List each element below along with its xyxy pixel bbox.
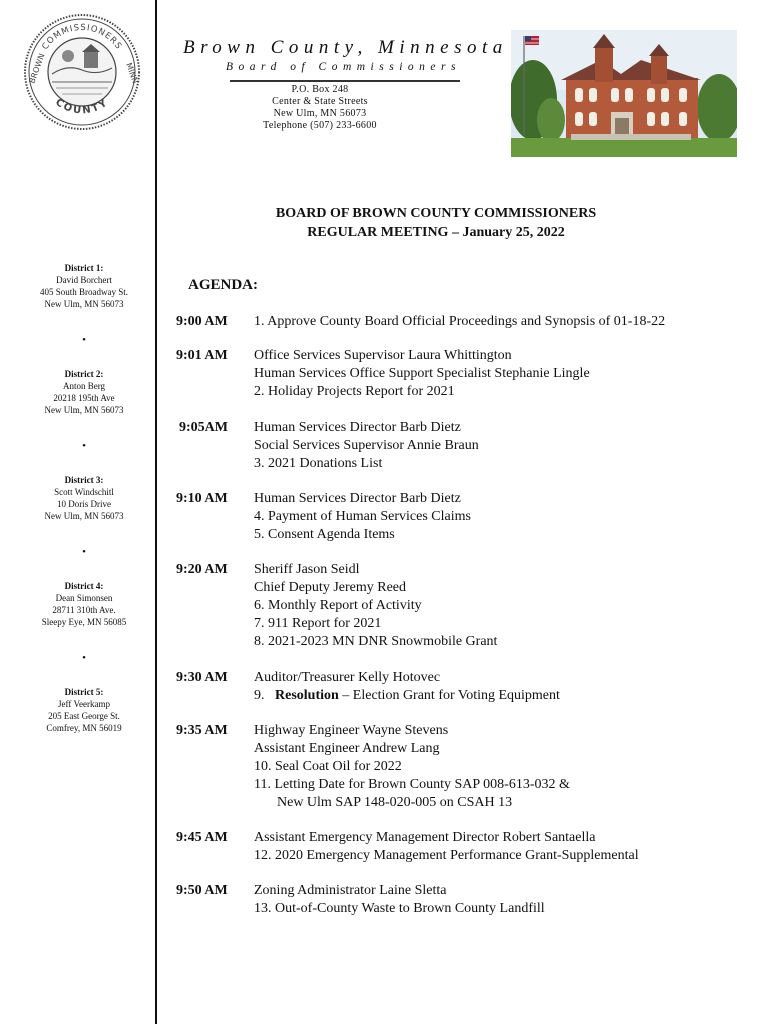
- address-line: Telephone (507) 233-6600: [263, 120, 377, 131]
- agenda-line: Highway Engineer Wayne Stevens: [254, 723, 449, 738]
- left-margin-rule: [155, 0, 157, 1024]
- agenda-heading: AGENDA:: [188, 277, 258, 293]
- district-title: District 2:: [64, 369, 104, 379]
- board-subtitle: Board of Commissioners: [226, 61, 461, 73]
- agenda-time: 9:00 AM: [176, 314, 228, 329]
- resolution-text: – Election Grant for Voting Equipment: [338, 688, 560, 703]
- meeting-title-line2: REGULAR MEETING – January 25, 2022: [307, 225, 565, 240]
- agenda-line: 10. Seal Coat Oil for 2022: [254, 759, 402, 774]
- address-line: P.O. Box 248: [291, 84, 349, 95]
- district-entry: [30, 474, 138, 580]
- agenda-line: 8. 2021-2023 MN DNR Snowmobile Grant: [254, 634, 498, 649]
- district-entry: [30, 686, 138, 792]
- district-title: District 1:: [64, 263, 104, 273]
- district-title: District 3:: [64, 475, 104, 485]
- agenda-line: Chief Deputy Jeremy Reed: [254, 580, 407, 595]
- agenda-line: 2. Holiday Projects Report for 2021: [254, 384, 455, 399]
- commissioner-street: 205 East George St.: [48, 711, 120, 721]
- commissioner-name: David Borchert: [56, 275, 112, 285]
- agenda-line: Social Services Supervisor Annie Braun: [254, 438, 479, 453]
- agenda-time: 9:30 AM: [176, 670, 228, 685]
- agenda-line: Zoning Administrator Laine Sletta: [254, 883, 447, 898]
- bullet-separator: •: [82, 652, 86, 664]
- commissioner-name: Jeff Veerkamp: [58, 699, 110, 709]
- agenda-line: Sheriff Jason Seidl: [254, 562, 360, 577]
- resolution-label: Resolution: [275, 688, 339, 703]
- header-divider: [230, 80, 460, 82]
- agenda-line: Human Services Director Barb Dietz: [254, 491, 461, 506]
- district-entry: [30, 368, 138, 474]
- agenda-line: 4. Payment of Human Services Claims: [254, 509, 471, 524]
- districts-sidebar: [30, 262, 138, 792]
- address-line: Center & State Streets: [272, 96, 368, 107]
- bullet-separator: •: [82, 440, 86, 452]
- agenda-line: 13. Out-of-County Waste to Brown County Landfill: [254, 901, 545, 916]
- agenda-line: 1. Approve County Board Official Proceedings and Synopsis of 01-18-22: [254, 314, 666, 329]
- commissioner-name: Dean Simonsen: [55, 593, 113, 603]
- agenda-line: 5. Consent Agenda Items: [254, 527, 395, 542]
- agenda-time: 9:20 AM: [176, 562, 228, 577]
- agenda-time: 9:01 AM: [176, 348, 228, 363]
- agenda-line: 11. Letting Date for Brown County SAP 008-613-032 &: [254, 777, 570, 792]
- agenda-time: 9:35 AM: [176, 723, 228, 738]
- agenda-time: 9:05AM: [179, 420, 228, 435]
- agenda-time: 9:50 AM: [176, 883, 228, 898]
- agenda-line: Human Services Office Support Specialist Stephanie Lingle: [254, 366, 590, 381]
- meeting-title-line1: BOARD OF BROWN COUNTY COMMISSIONERS: [275, 206, 597, 221]
- agenda-line: 6. Monthly Report of Activity: [254, 598, 422, 613]
- county-title: Brown County, Minnesota: [183, 37, 508, 58]
- commissioner-city: New Ulm, MN 56073: [44, 511, 124, 521]
- agenda-line: Assistant Engineer Andrew Lang: [254, 741, 440, 756]
- seal-left-text: BROWN: [27, 52, 47, 85]
- address-line: New Ulm, MN 56073: [273, 108, 367, 119]
- commissioner-city: New Ulm, MN 56073: [44, 299, 124, 309]
- district-entry: [30, 262, 138, 368]
- commissioner-street: 28711 310th Ave.: [52, 605, 116, 615]
- address-block: [250, 84, 390, 132]
- seal-right-text: MINN: [124, 61, 140, 85]
- courthouse-photo: [511, 30, 737, 157]
- commissioner-city: New Ulm, MN 56073: [44, 405, 124, 415]
- seal-top-text: COMMISSIONERS: [40, 22, 124, 52]
- commissioner-name: Scott Windschitl: [54, 487, 114, 497]
- bullet-separator: •: [82, 546, 86, 558]
- commissioner-street: 10 Doris Drive: [57, 499, 111, 509]
- agenda-line: Office Services Supervisor Laura Whittington: [254, 348, 512, 363]
- district-title: District 4:: [64, 581, 104, 591]
- agenda-line: 3. 2021 Donations List: [254, 456, 383, 471]
- agenda-line: Human Services Director Barb Dietz: [254, 420, 461, 435]
- seal-bottom-text: COUNTY: [53, 96, 111, 117]
- bullet-separator: •: [82, 334, 86, 346]
- agenda-time: 9:10 AM: [176, 491, 228, 506]
- agenda-line: 12. 2020 Emergency Management Performance Grant-Supplemental: [254, 848, 639, 863]
- agenda-line: Auditor/Treasurer Kelly Hotovec: [254, 670, 441, 685]
- agenda-line: Assistant Emergency Management Director Robert Santaella: [254, 830, 596, 845]
- district-entry: [30, 580, 138, 686]
- commissioner-street: 20218 195th Ave: [53, 393, 115, 403]
- commissioner-street: 405 South Broadway St.: [39, 287, 128, 297]
- commissioner-city: Comfrey, MN 56019: [46, 723, 122, 733]
- meeting-title: [186, 204, 686, 242]
- county-seal-logo: [22, 12, 142, 132]
- item-number: 9.: [254, 688, 275, 703]
- agenda-resolution-line: [254, 687, 754, 705]
- commissioner-city: Sleepy Eye, MN 56085: [41, 617, 127, 627]
- agenda-time: 9:45 AM: [176, 830, 228, 845]
- commissioner-name: Anton Berg: [62, 381, 106, 391]
- district-title: District 5:: [64, 687, 104, 697]
- agenda-line: 7. 911 Report for 2021: [254, 616, 382, 631]
- agenda-line: New Ulm SAP 148-020-005 on CSAH 13: [277, 795, 513, 810]
